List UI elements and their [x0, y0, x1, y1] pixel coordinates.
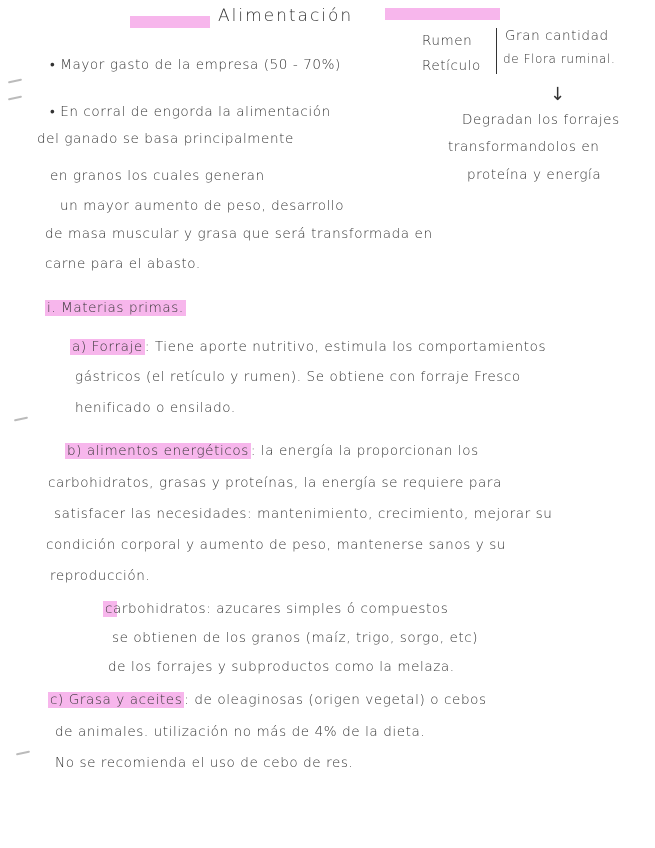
item-b-label: b) alimentos energéticos [67, 443, 249, 459]
item-c-line-2: de animales. utilización no más de 4% de la dieta. [55, 724, 426, 740]
title-highlight-left [130, 16, 210, 28]
side-note-transformandolos: transformandolos en [448, 139, 600, 155]
side-note-rumen: Rumen [422, 33, 473, 49]
section-heading [45, 300, 186, 316]
item-b-text-1: : la energía la proporcionan los [250, 443, 479, 459]
carb-text-1: carbohidratos: azucares simples ó compuestos [105, 601, 449, 617]
margin-mark [8, 79, 22, 84]
item-a-line-2: gástricos (el retículo y rumen). Se obtiene con forraje Fresco [75, 369, 521, 385]
section-heading-text: i. Materias primas. [47, 300, 184, 316]
intro-bullet-2-line-3: en granos los cuales generan [50, 168, 265, 184]
side-note-flora: de Flora ruminal. [503, 52, 616, 66]
item-a-label: a) Forraje [72, 339, 143, 355]
intro-bullet-2-line-1: • En corral de engorda la alimentación [50, 104, 331, 120]
item-c-line-3: No se recomienda el uso de cebo de res. [55, 755, 354, 771]
page-title: Alimentación [218, 6, 354, 26]
margin-mark [14, 417, 28, 422]
carb-line-2: se obtienen de los granos (maíz, trigo, sorgo, etc) [112, 630, 479, 646]
item-a-line-1 [70, 339, 546, 355]
item-c-label: c) Grasa y aceites [50, 692, 183, 708]
item-c-line-1 [48, 692, 487, 708]
item-b-line-5: reproducción. [50, 568, 151, 584]
carb-line-1 [103, 601, 450, 617]
side-note-reticulo: Retículo [422, 58, 481, 74]
intro-bullet-2-line-6: carne para el abasto. [45, 256, 201, 272]
item-b-line-2: carbohidratos, grasas y proteínas, la energía se requiere para [48, 475, 502, 491]
margin-mark [16, 751, 30, 756]
intro-bullet-2-line-2: del ganado se basa principalmente [37, 131, 294, 147]
title-highlight-right [385, 8, 500, 20]
item-a-line-3: henificado o ensilado. [75, 400, 236, 416]
margin-mark [8, 96, 22, 101]
carb-line-3: de los forrajes y subproductos como la melaza. [108, 659, 455, 675]
side-note-bracket [492, 28, 497, 74]
item-c-text-1: : de oleaginosas (origen vegetal) o cebos [184, 692, 487, 708]
item-b-line-3: satisfacer las necesidades: mantenimiento, crecimiento, mejorar su [54, 506, 553, 522]
side-note-proteina: proteína y energía [467, 167, 602, 183]
side-note-degradan: Degradan los forrajes [462, 112, 620, 128]
item-a-text-1: : Tiene aporte nutritivo, estimula los comportamientos [144, 339, 547, 355]
side-note-gran-cantidad: Gran cantidad [505, 28, 609, 44]
item-b-line-4: condición corporal y aumento de peso, mantenerse sanos y su [46, 537, 506, 553]
down-arrow-icon: ↓ [550, 84, 566, 105]
intro-bullet-2-line-5: de masa muscular y grasa que será transformada en [45, 226, 433, 242]
item-b-line-1 [65, 443, 479, 459]
intro-bullet-1: • Mayor gasto de la empresa (50 - 70%) [50, 57, 341, 73]
intro-bullet-2-line-4: un mayor aumento de peso, desarrollo [60, 198, 345, 214]
